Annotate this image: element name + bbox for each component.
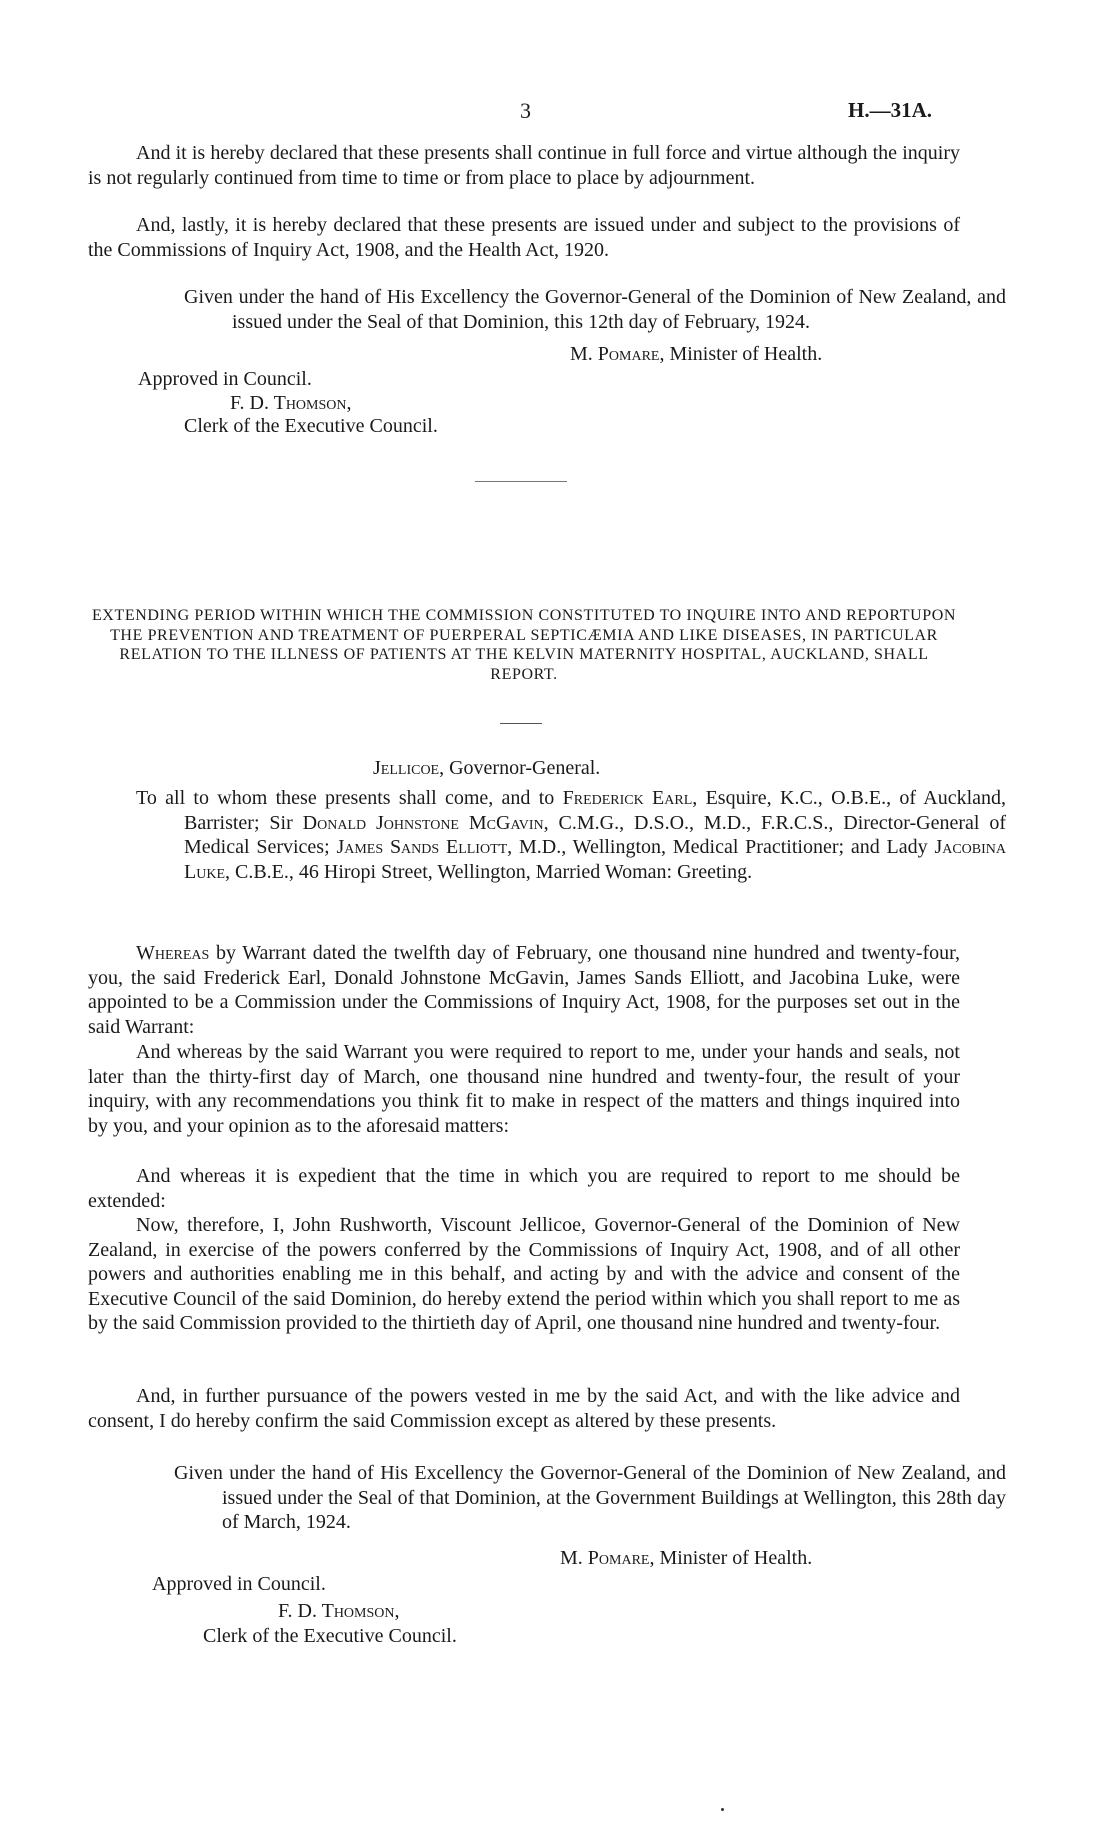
address-elliott-details: M.D., Wellington, Medical Practitioner; and Lady [512,836,935,858]
given-under-hand-1: Given under the hand of His Excellency the Governor-General of the Dominion of New Zealand, and issued under the Seal of that Dominion, this 12th day of February, 1924. [184,286,1006,333]
address-luke-details: C.B.E., 46 Hiropi Street, Wellington, Married Woman: Greeting. [230,860,753,883]
continuation-paragraph: And it is hereby declared that these presents shall continue in full force and virtue although the inquiry is not regularly continued from time to time or from place to place by adjournment. [88,142,960,189]
clerk-name-1: F. D. Thomson, [230,392,352,414]
minister-title-1: Minister of Health. [669,343,823,365]
clerk-name-2: F. D. Thomson, [278,1600,400,1622]
heading-divider [500,723,542,724]
section-divider [475,481,567,482]
whereas-text: by Warrant dated the twelfth day of February, one thousand nine hundred and twenty-four, you, the said Frederick Earl, Donald Johnstone McGavin, James Sands Elliott, and Jacobina Luke, were appointed to be a Commission under the Commissions of Inquiry Act, 1908, for the purposes set out in the said Warrant: [88,942,960,1038]
lastly-paragraph: And, lastly, it is hereby declared that these presents are issued under and subject to the provisions of the Commissions of Inquiry Act, 1908, and the Health Act, 1920. [88,214,960,261]
address-paragraph [136,786,1006,884]
further-pursuance-paragraph: And, in further pursuance of the powers vested in me by the said Act, and with the like advice and consent, I do hereby confirm the said Commission except as altered by these presents. [88,1385,960,1432]
addressee-luke: Jacobina Luke, [184,836,1006,883]
document-reference: H.—31A. [848,98,932,122]
report-paragraph: And whereas by the said Warrant you were required to report to me, under your hands and seals, not later than the thirty-first day of March, one thousand nine hundred and twenty-four, the result of your inquiry, with any recommendations you think fit to make in respect of the matters and things inquired into by you, and your opinion as to the aforesaid matters: [88,1041,960,1137]
section-heading: EXTENDING PERIOD WITHIN WHICH THE COMMISSION CONSTITUTED TO INQUIRE INTO AND REPORTUPON THE PREVENTION AND TREATMENT OF PUERPERAL SEPTICÆMIA AND LIKE DISEASES, IN PARTICULAR RELATION TO THE ILLNESS OF PATIENTS AT THE KELVIN MATERNITY HOSPITAL, AUCKLAND, SHALL REPORT. [91,607,957,683]
governor-title: Governor-General. [449,757,601,779]
minister-name-2: M. Pomare, [560,1547,655,1569]
addressee-earl: Frederick Earl, [562,787,698,809]
governor-line [373,756,600,781]
given-under-hand-2: Given under the hand of His Excellency the Governor-General of the Dominion of New Zealand, and issued under the Seal of that Dominion, at the Government Buildings at Wellington, this 28th day of March, 1924. [174,1462,1006,1533]
clerk-title-2: Clerk of the Executive Council. [203,1625,457,1647]
addressee-elliott: James Sands Elliott, [336,836,513,858]
page-number: 3 [520,98,531,123]
page-mark [721,1808,724,1811]
approved-in-council-1: Approved in Council. [138,368,312,390]
addressee-mcgavin: Donald Johnstone McGavin, [302,811,549,834]
address-lead: To all to whom these presents shall come, and to [136,787,563,809]
minister-title-2: Minister of Health. [659,1547,813,1569]
minister-signature-1 [570,342,822,367]
governor-name: Jellicoe, [373,757,445,779]
expedient-paragraph: And whereas it is expedient that the time in which you are required to report to me should be extended: [88,1165,960,1212]
minister-signature-2 [560,1546,812,1571]
clerk-title-1: Clerk of the Executive Council. [184,415,438,437]
minister-name-1: M. Pomare, [570,343,665,365]
now-therefore-paragraph: Now, therefore, I, John Rushworth, Viscount Jellicoe, Governor-General of the Dominion of New Zealand, in exercise of the powers conferred by the Commissions of Inquiry Act, 1908, and of all other powers and authorities enabling me in this behalf, and acting by and with the advice and consent of the Executive Council of the said Dominion, do hereby extend the period within which you shall report to me as by the said Commission provided to the thirtieth day of April, one thousand nine hundred and twenty-four. [88,1214,960,1334]
whereas-paragraph [88,941,960,1039]
approved-in-council-2: Approved in Council. [152,1573,326,1595]
whereas-word: Whereas [136,942,210,964]
address-mcgavin-details: C.M.G., D.S.O., M.D., F.R.C.S., Director-General of Medical Services; [184,811,1006,858]
address-earl-details: Esquire, K.C., O.B.E., of Auckland, Barrister; Sir [184,787,1007,834]
